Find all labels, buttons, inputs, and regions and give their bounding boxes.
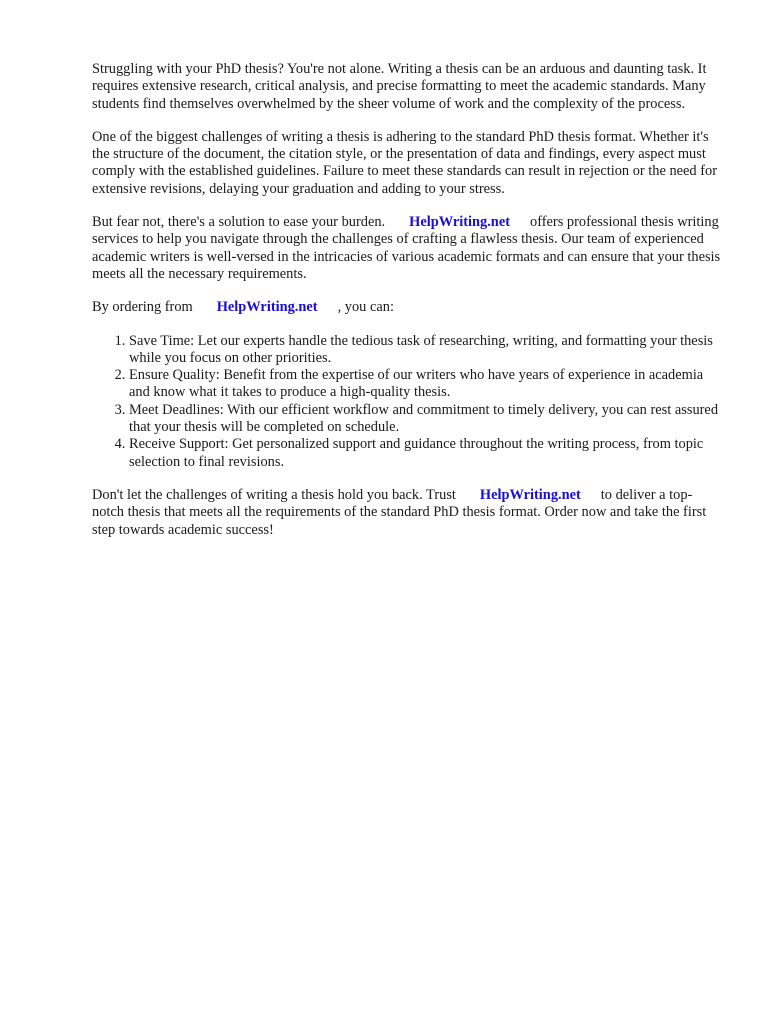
solution-text-before: But fear not, there's a solution to ease your burden.	[92, 214, 386, 231]
helpwriting-link-3[interactable]: HelpWriting.net	[479, 486, 581, 503]
cta-text-after: to deliver a top-notch thesis that meets all the requirements of the standard PhD thesis format. Order now and take the first step towards academic success!	[92, 486, 707, 538]
solution-text-after: offers professional thesis writing services to help you navigate through the challenges of crafting a flawless thesis. Our team of experienced academic writers is well-versed in the intricacies of various academic formats and can ensure that your thesis meets all the necessary requirements.	[92, 214, 721, 282]
list-item-receive-support: 4. Receive Support: Get personalized support and guidance throughout the writing process, from topic selection to final revisions.	[129, 436, 724, 471]
document-page	[92, 61, 724, 555]
paragraph-solution	[92, 214, 724, 283]
ordering-text-before: By ordering from	[92, 299, 193, 316]
ordering-text-after: , you can:	[337, 299, 394, 316]
paragraph-format-challenge: One of the biggest challenges of writing a thesis is adhering to the standard PhD thesis format. Whether it's the structure of the document, the citation style, or the presentation of data and findings, every aspect must comply with the established guidelines. Failure to meet these standards can result in rejection or the need for extensive revisions, delaying your graduation and adding to your stress.	[92, 128, 718, 197]
paragraph-ordering	[92, 299, 724, 316]
helpwriting-link-2[interactable]: HelpWriting.net	[216, 299, 318, 316]
list-item-ensure-quality: 2. Ensure Quality: Benefit from the expertise of our writers who have years of experience in academia and know what it takes to produce a high-quality thesis.	[129, 367, 724, 402]
helpwriting-link-1[interactable]: HelpWriting.net	[409, 214, 510, 231]
paragraph-call-to-action	[92, 487, 724, 539]
cta-text-before: Don't let the challenges of writing a thesis hold you back. Trust	[92, 486, 456, 503]
list-item-save-time: 1. Save Time: Let our experts handle the tedious task of researching, writing, and formatting your thesis while you focus on other priorities.	[129, 333, 724, 368]
paragraph-intro: Struggling with your PhD thesis? You're not alone. Writing a thesis can be an arduous and daunting task. It requires extensive research, critical analysis, and precise formatting to meet the academic standards. Many students find themselves overwhelmed by the sheer volume of work and the complexity of the process.	[92, 61, 707, 112]
list-item-meet-deadlines: 3. Meet Deadlines: With our efficient workflow and commitment to timely delivery, you can rest assured that your thesis will be completed on schedule.	[129, 402, 724, 437]
benefits-list	[92, 333, 724, 471]
